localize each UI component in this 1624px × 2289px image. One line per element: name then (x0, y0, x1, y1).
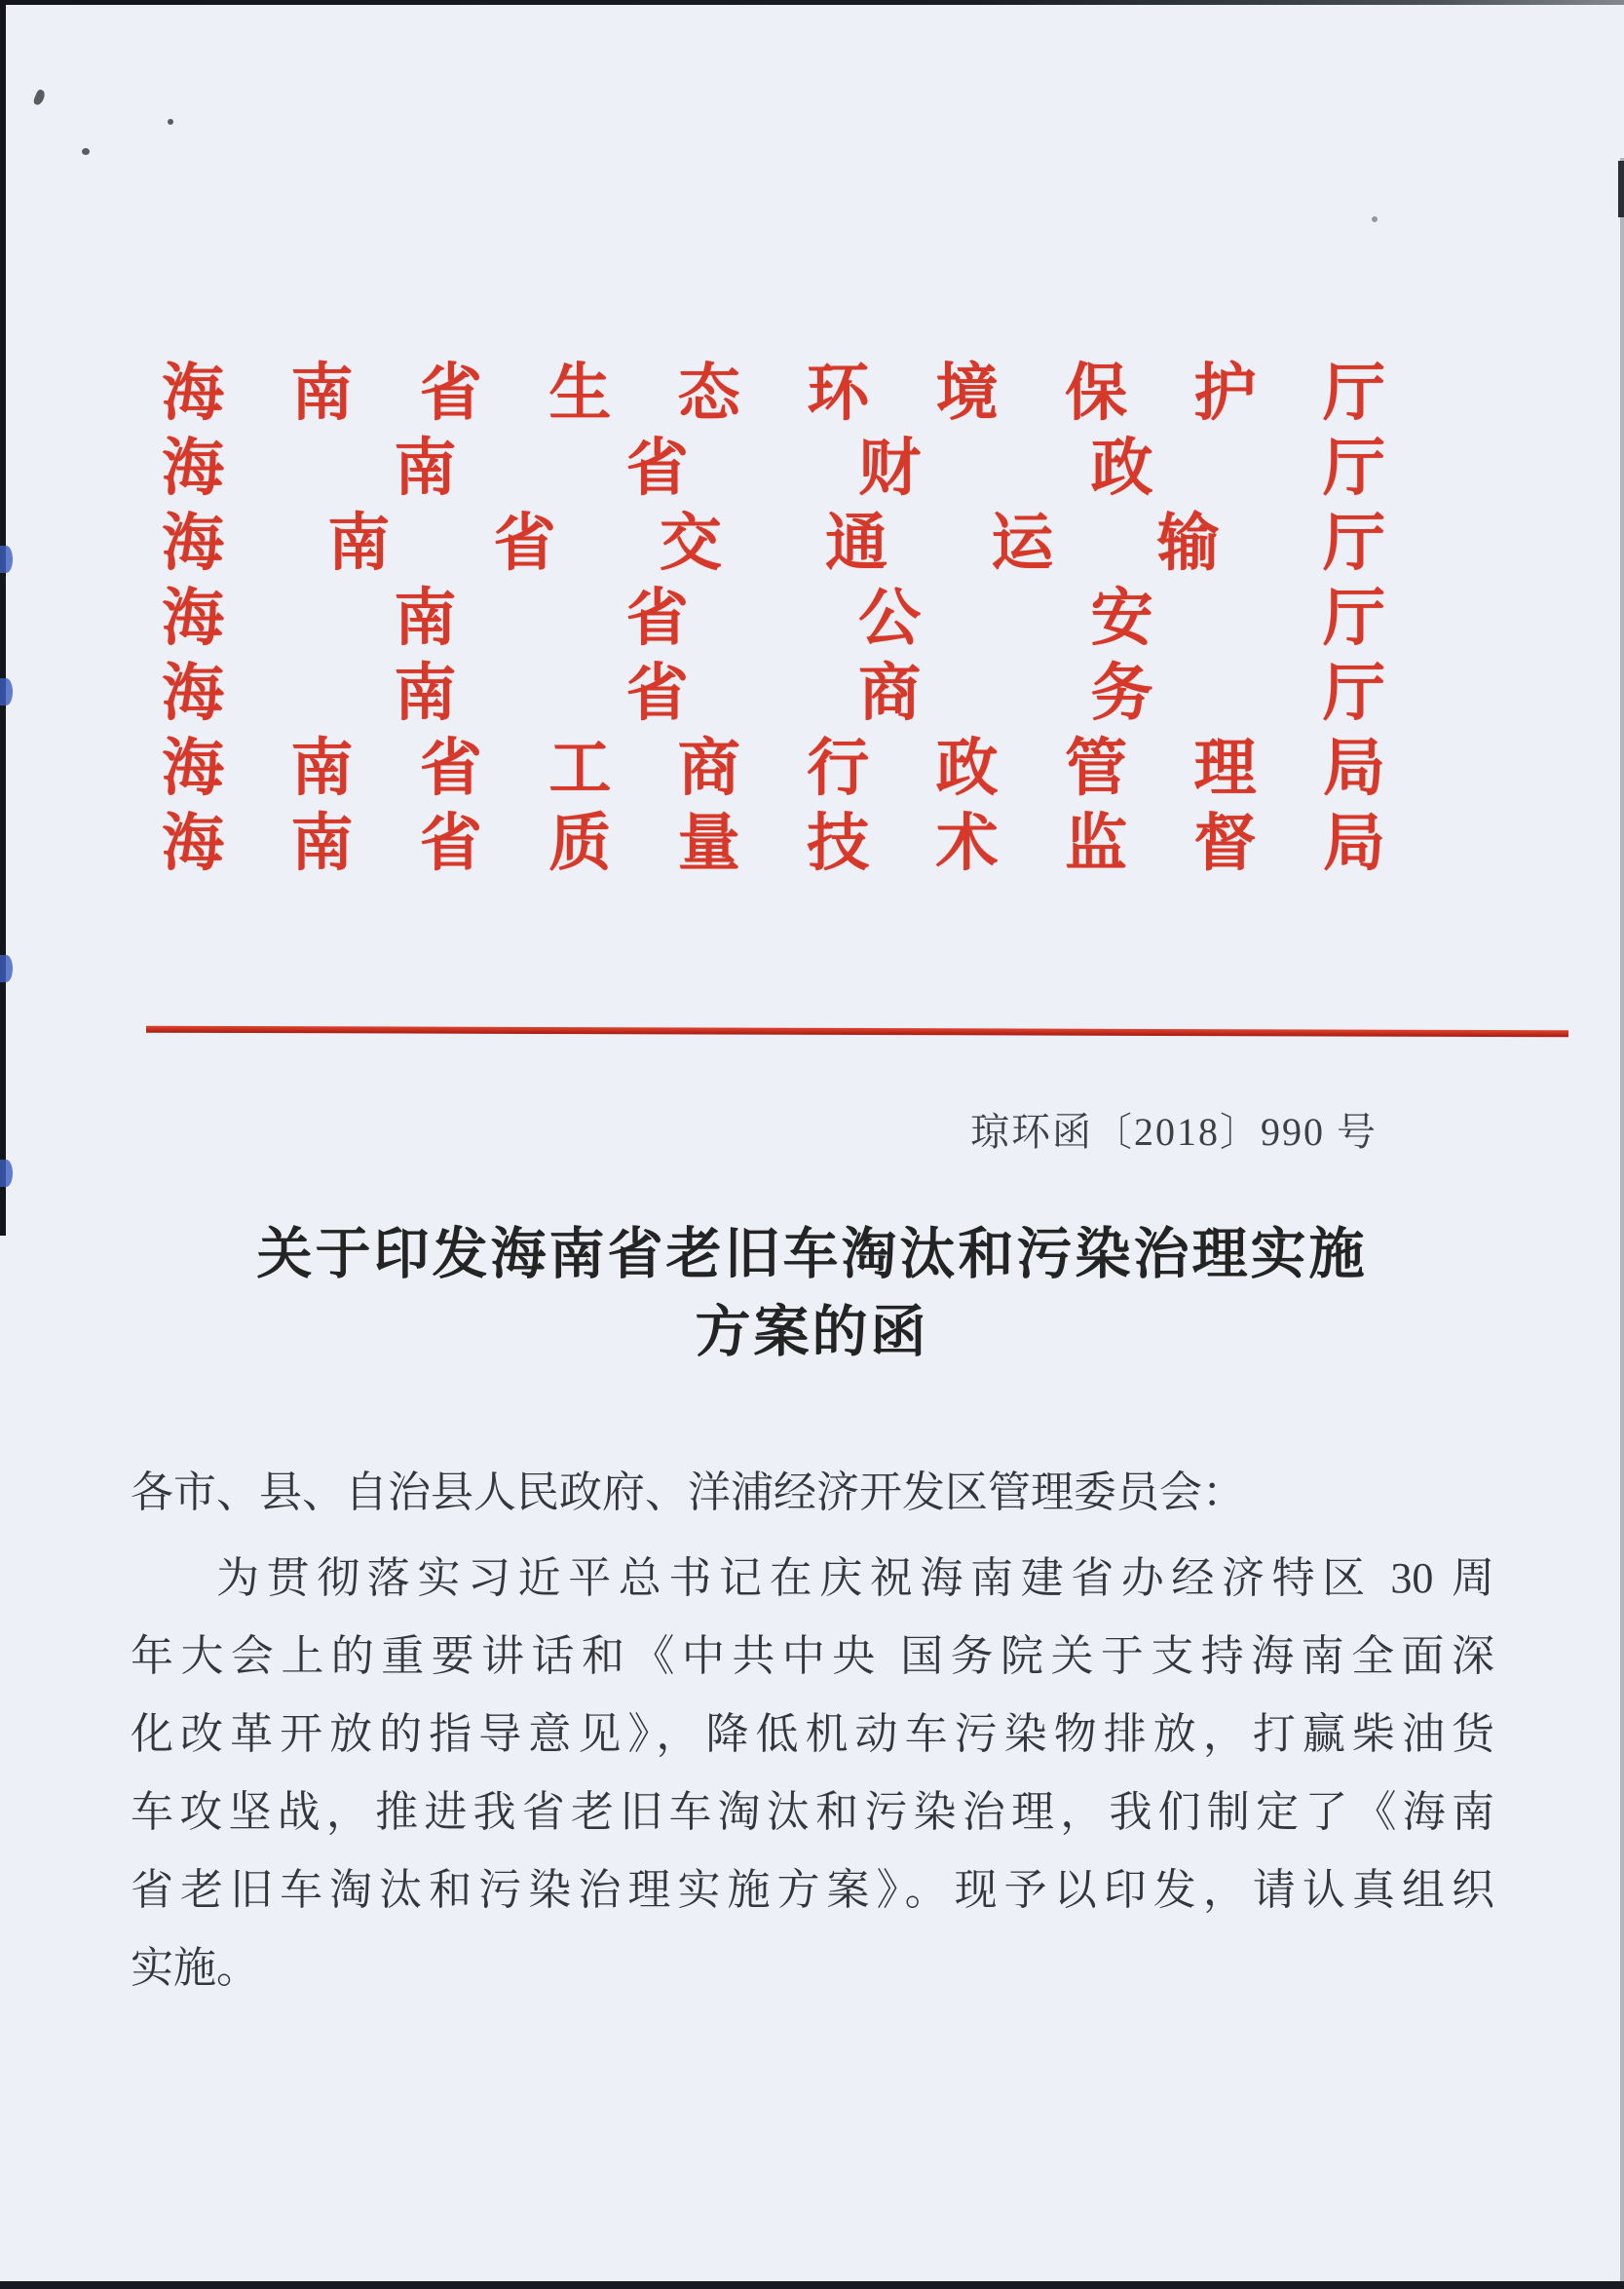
letterhead-agency-char: 监 (1065, 809, 1128, 878)
letterhead-agency-char: 省 (493, 509, 556, 578)
letterhead-agency-line (162, 359, 1385, 434)
letterhead-agency-char: 工 (548, 734, 612, 803)
letterhead-agency-char: 南 (290, 734, 354, 803)
letterhead (162, 359, 1385, 884)
scan-blue-smudge (0, 1160, 13, 1187)
body-paragraph-line: 车攻坚战，推进我省老旧车淘汰和污染治理，我们制定了《海南 (131, 1788, 1494, 1836)
letterhead-agency-char: 理 (1193, 734, 1257, 803)
letterhead-agency-char: 省 (625, 584, 689, 653)
body-paragraph (131, 1540, 1494, 2007)
letterhead-agency-char: 技 (807, 809, 870, 878)
scan-edge-top (0, 0, 1624, 5)
letterhead-agency-line (162, 809, 1385, 884)
letterhead-agency-char: 财 (858, 434, 922, 503)
scan-speck (168, 119, 173, 125)
letterhead-agency-char: 海 (162, 434, 224, 503)
scan-speck (1372, 216, 1378, 222)
document-title-line1: 关于印发海南省老旧车淘汰和污染治理实施 (256, 1224, 1368, 1285)
letterhead-agency-char: 环 (807, 359, 870, 428)
letterhead-agency-char: 南 (394, 659, 457, 728)
letterhead-agency-char: 省 (419, 359, 482, 428)
letterhead-agency-line (162, 584, 1385, 659)
letterhead-agency-char: 省 (625, 434, 689, 503)
scan-blue-smudge (0, 546, 13, 573)
letterhead-divider-rule (146, 1026, 1568, 1038)
letterhead-agency-char: 厅 (1322, 584, 1385, 653)
letterhead-agency-char: 厅 (1322, 509, 1385, 578)
letterhead-agency-char: 公 (858, 584, 922, 653)
letterhead-agency-char: 海 (162, 359, 224, 428)
letterhead-agency-char: 保 (1065, 359, 1128, 428)
letterhead-agency-char: 管 (1065, 734, 1128, 803)
letterhead-agency-char: 厅 (1322, 659, 1385, 728)
body-paragraph-line: 为贯彻落实习近平总书记在庆祝海南建省办经济特区 30 周 (216, 1554, 1494, 1602)
scan-edge-left (0, 0, 6, 1236)
letterhead-agency-char: 南 (290, 359, 354, 428)
letterhead-agency-char: 安 (1090, 584, 1153, 653)
letterhead-agency-char: 护 (1193, 359, 1257, 428)
letterhead-agency-char: 务 (1090, 659, 1153, 728)
letterhead-agency-line (162, 434, 1385, 509)
letterhead-agency-char: 境 (935, 359, 999, 428)
body-paragraph-line: 省老旧车淘汰和污染治理实施方案》。现予以印发，请认真组织 (131, 1866, 1494, 1914)
letterhead-agency-char: 厅 (1322, 434, 1385, 503)
letterhead-agency-char: 南 (290, 809, 354, 878)
body-paragraph-line: 年大会上的重要讲话和《中共中央 国务院关于支持海南全面深 (131, 1632, 1494, 1680)
letterhead-agency-char: 厅 (1322, 359, 1385, 428)
letterhead-agency-char: 态 (677, 359, 740, 428)
letterhead-agency-char: 南 (394, 584, 457, 653)
letterhead-agency-char: 省 (419, 734, 482, 803)
letterhead-agency-char: 生 (548, 359, 612, 428)
letterhead-agency-char: 海 (162, 809, 224, 878)
scan-speck (32, 89, 46, 106)
letterhead-agency-char: 量 (677, 809, 740, 878)
letterhead-agency-char: 术 (935, 809, 999, 878)
document-title (0, 1216, 1624, 1372)
letterhead-agency-char: 质 (548, 809, 612, 878)
letterhead-agency-char: 南 (394, 434, 457, 503)
scan-blue-smudge (0, 678, 13, 706)
letterhead-agency-char: 商 (858, 659, 922, 728)
document-title-line2: 方案的函 (695, 1302, 929, 1363)
letterhead-agency-char: 海 (162, 584, 224, 653)
letterhead-agency-char: 省 (419, 809, 482, 878)
letterhead-agency-char: 商 (677, 734, 740, 803)
scan-edge-right-notch (1618, 161, 1624, 217)
letterhead-agency-line (162, 659, 1385, 734)
letterhead-agency-char: 输 (1156, 509, 1220, 578)
letterhead-agency-char: 省 (625, 659, 689, 728)
letterhead-agency-char: 海 (162, 734, 224, 803)
scan-speck (82, 148, 90, 155)
letterhead-agency-char: 督 (1193, 809, 1257, 878)
document-number: 琼环函〔2018〕990 号 (970, 1110, 1378, 1154)
letterhead-agency-char: 政 (935, 734, 999, 803)
letterhead-agency-char: 政 (1090, 434, 1153, 503)
letterhead-agency-char: 南 (327, 509, 391, 578)
letterhead-agency-char: 局 (1322, 734, 1385, 803)
letterhead-agency-char: 交 (659, 509, 722, 578)
letterhead-agency-line (162, 509, 1385, 584)
letterhead-agency-line (162, 734, 1385, 809)
letterhead-agency-char: 运 (991, 509, 1054, 578)
letterhead-agency-char: 局 (1322, 809, 1385, 878)
letterhead-agency-char: 海 (162, 509, 224, 578)
scan-edge-bottom (0, 2281, 1624, 2289)
salutation: 各市、县、自治县人民政府、洋浦经济开发区管理委员会： (131, 1469, 1245, 1516)
letterhead-agency-char: 海 (162, 659, 224, 728)
letterhead-agency-char: 通 (825, 509, 888, 578)
scan-blue-smudge (0, 955, 13, 982)
letterhead-agency-char: 行 (807, 734, 870, 803)
body-paragraph-line: 化改革开放的指导意见》，降低机动车污染物排放，打赢柴油货 (131, 1710, 1494, 1758)
body-paragraph-line: 实施。 (131, 1944, 259, 1992)
